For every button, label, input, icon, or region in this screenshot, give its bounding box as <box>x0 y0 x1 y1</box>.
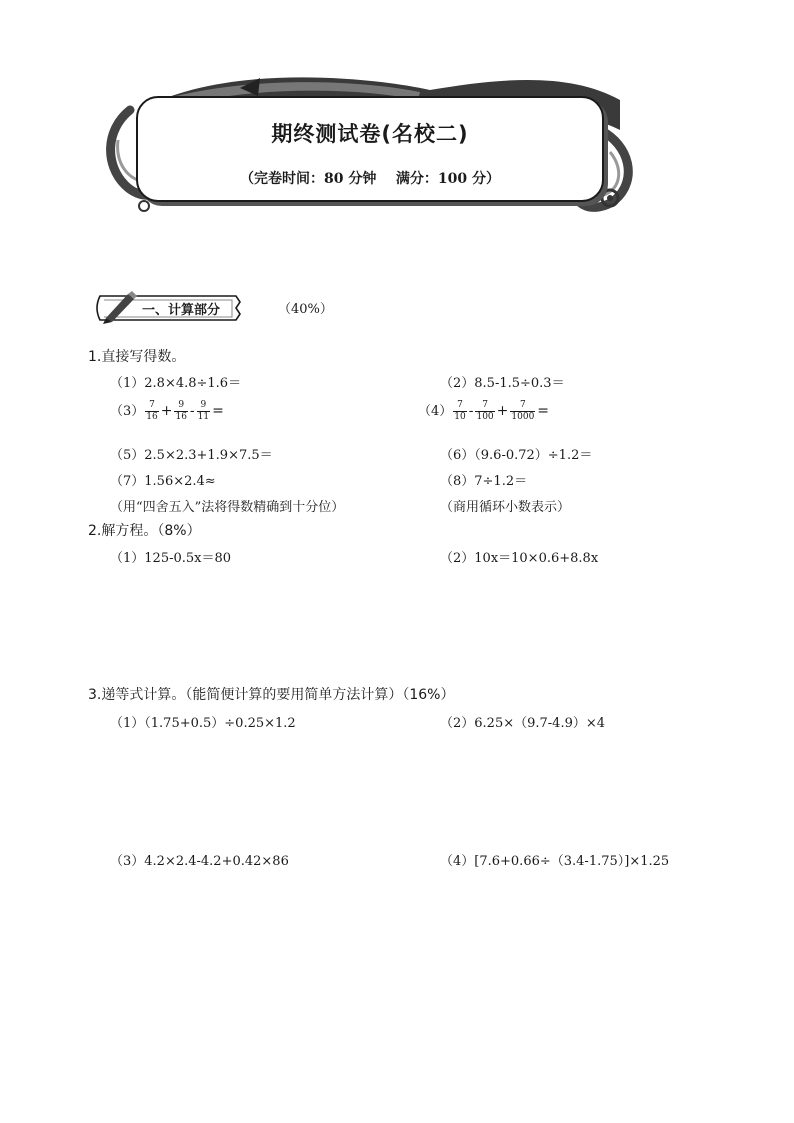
q1-item-1: （1）2.8×4.8÷1.6＝ <box>110 376 242 391</box>
page-title: 期终测试卷(名校二) <box>271 122 469 146</box>
q1-item-3-prefix: （3） <box>110 404 145 419</box>
fraction-numerator: 7 <box>453 400 466 412</box>
q1-item-4 <box>418 400 550 423</box>
operator: + <box>496 403 509 419</box>
q3-item-1: （1）（1.75+0.5）÷0.25×1.2 <box>110 716 296 731</box>
fraction-numerator: 9 <box>174 400 187 412</box>
q1-item-4-prefix: （4） <box>418 404 453 419</box>
equals-sign: = <box>537 403 550 419</box>
section-title: 一、计算部分 <box>142 303 221 318</box>
q3-item-2: （2）6.25×（9.7-4.9）×4 <box>440 716 606 731</box>
fraction <box>475 400 494 423</box>
fraction-numerator: 7 <box>510 400 535 412</box>
q1-item-8: （8）7÷1.2＝ <box>440 474 528 489</box>
q1-item-2: （2）8.5-1.5÷0.3＝ <box>440 376 565 391</box>
fraction-denominator: 100 <box>476 412 494 422</box>
equals-sign: = <box>212 403 224 419</box>
fraction <box>453 400 466 423</box>
q2-item-2: （2）10x＝10×0.6+8.8x <box>440 551 599 566</box>
fraction-denominator: 16 <box>146 412 158 422</box>
fraction-denominator: 16 <box>175 412 187 422</box>
title-box <box>136 96 604 202</box>
section-score: （40%） <box>278 302 333 317</box>
operator: - <box>189 403 195 419</box>
q1-item-5: （5）2.5×2.3+1.9×7.5＝ <box>110 448 273 463</box>
fraction <box>510 400 535 423</box>
q1-item-7: （7）1.56×2.4≈ <box>110 474 216 489</box>
fraction <box>174 400 187 423</box>
fraction <box>197 400 210 423</box>
section-tag <box>92 290 242 320</box>
fraction-numerator: 7 <box>145 400 158 412</box>
operator: - <box>468 403 474 419</box>
question-1-heading: 1.直接写得数。 <box>88 349 186 365</box>
fraction-numerator: 9 <box>197 400 210 412</box>
q2-item-1: （1）125-0.5x＝80 <box>110 551 232 566</box>
question-2-heading: 2.解方程。（8%） <box>88 523 201 539</box>
q1-item-6: （6）（9.6-0.72）÷1.2＝ <box>440 448 593 463</box>
q3-item-3: （3）4.2×2.4-4.2+0.42×86 <box>110 854 289 869</box>
fraction-denominator: 1000 <box>511 412 535 422</box>
section-header-calculation <box>92 288 452 324</box>
q1-note-rounding: （用“四舍五入”法将得数精确到十分位） <box>110 500 345 515</box>
operator: + <box>160 403 173 419</box>
q1-item-3 <box>110 400 225 423</box>
exam-info: （完卷时间：80 分钟 满分：100 分） <box>240 171 500 187</box>
title-banner <box>100 70 640 220</box>
fraction-denominator: 10 <box>454 412 466 422</box>
fraction-denominator: 11 <box>197 412 210 422</box>
q3-item-4: （4）[7.6+0.66÷（3.4-1.75）]×1.25 <box>440 854 670 869</box>
question-3-heading: 3.递等式计算。（能简便计算的要用简单方法计算）（16%） <box>88 687 455 703</box>
fraction <box>145 400 158 423</box>
q1-note-repeating: （商用循环小数表示） <box>440 500 571 515</box>
fraction-numerator: 7 <box>475 400 494 412</box>
